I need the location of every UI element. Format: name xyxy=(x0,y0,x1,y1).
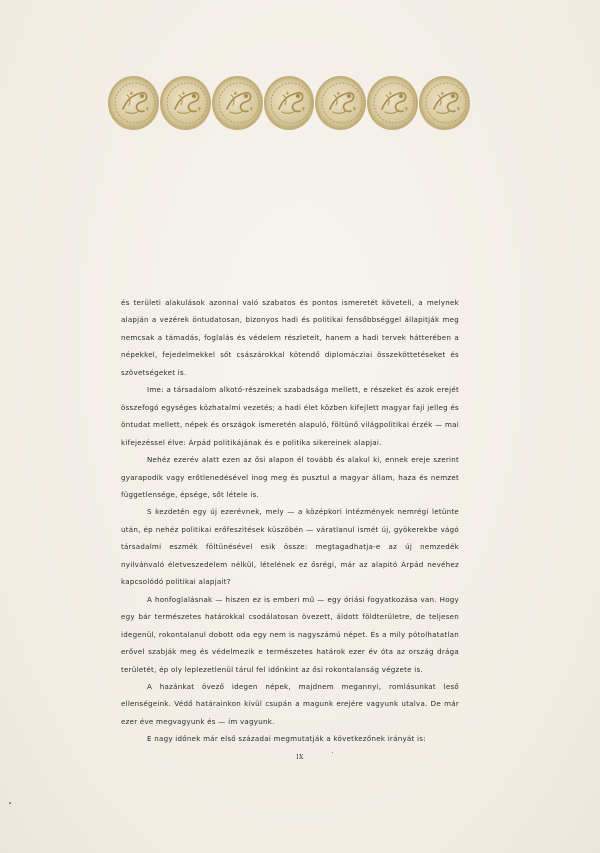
paragraph: E nagy időnek már első századai megmutatják a következőnek irányát is: xyxy=(147,734,426,744)
paragraph: S kezdetén egy új ezerévnek, mely — a középkori intézmények nemrégi letünte után, ép nehéz politikai erőfeszitések küszöbén — váratlanul ismét új, gyökerekbe vágó társadalmi eszmék föltünésével esik össze: megtagadhatja-e az új nemzedék nyilvánvaló életveszedelem nélkül, lételének ez ősrégi, már az alapitó Árpád nevéhez kapcsolódó politikai alapjait? xyxy=(121,507,459,587)
medallion-icon xyxy=(212,76,263,130)
paper-speck xyxy=(9,802,11,804)
paragraph: Ime: a társadalom alkotó-részeinek szabadsága mellett, e részeket és azok erejét összefogó egységes közhatalmi vezetés; a hadi élet közben kifejlett magyar faji jelleg és öntudat mellett, népek és országok ismeretén alapuló, föltünő világpolitikai érzék — mai kifejezéssel élve: Árpád politikájának és e politika sikereinek alapjai. xyxy=(121,385,459,447)
medallion-icon xyxy=(315,76,366,130)
medallion-icon xyxy=(264,76,315,130)
medallion-icon xyxy=(160,76,211,130)
paragraph: Nehéz ezerév alatt ezen az ősi alapon él tovább és alakul ki, ennek ereje szerint gyarapodik vagy erőtlenedésével inog meg és pusztul a magyar állam, haza és nemzet függetlensége, épsége, sőt létele is. xyxy=(121,455,459,499)
paragraph: és területi alakulások azonnal való szabatos és pontos ismeretét követeli, a melynek alapján a vezérek öntudatosan, bizonyos hadi és politikai fensőbbséggel állapitják meg nemcsak a támadás, foglalás és védelem részleteit, hanem a hadi tervek hátterében a népekkel, fejedelmekkel sőt császárokkal kötendő diplomácziai összeköttetéseket és szövetségeket is. xyxy=(121,298,459,377)
medallion-icon xyxy=(419,76,470,130)
medallion-frieze xyxy=(108,76,470,134)
medallion-icon xyxy=(108,76,159,130)
page-number: IX xyxy=(296,754,304,761)
paper-speck xyxy=(332,752,333,753)
body-text xyxy=(121,294,459,748)
paragraph: A hazánkat övező idegen népek, majdnem megannyi, romlásunkat leső ellenségeink. Védő határainkon kívül csupán a magunk erejére vagyunk utalva. De már ezer éve megvagyunk és — ím vagyunk. xyxy=(121,681,459,726)
paragraph: A honfoglalásnak — hiszen ez is emberi mű — egy óriási fogyatkozása van. Hogy egy bár természetes határokkal csodálatosan övezett, áldott földterületre, de teljesen idegenül, rokontalanul dobott oda egy nem is nagyszámú népet. És a mily pótolhatatlan erővel szabják meg és védelmezik e természetes határok ezer év óta az ország drága területét, ép oly leplezetlenül tárul fel időnkint az ősi rokontalanság végzete is. xyxy=(121,594,459,674)
medallion-icon xyxy=(367,76,418,130)
